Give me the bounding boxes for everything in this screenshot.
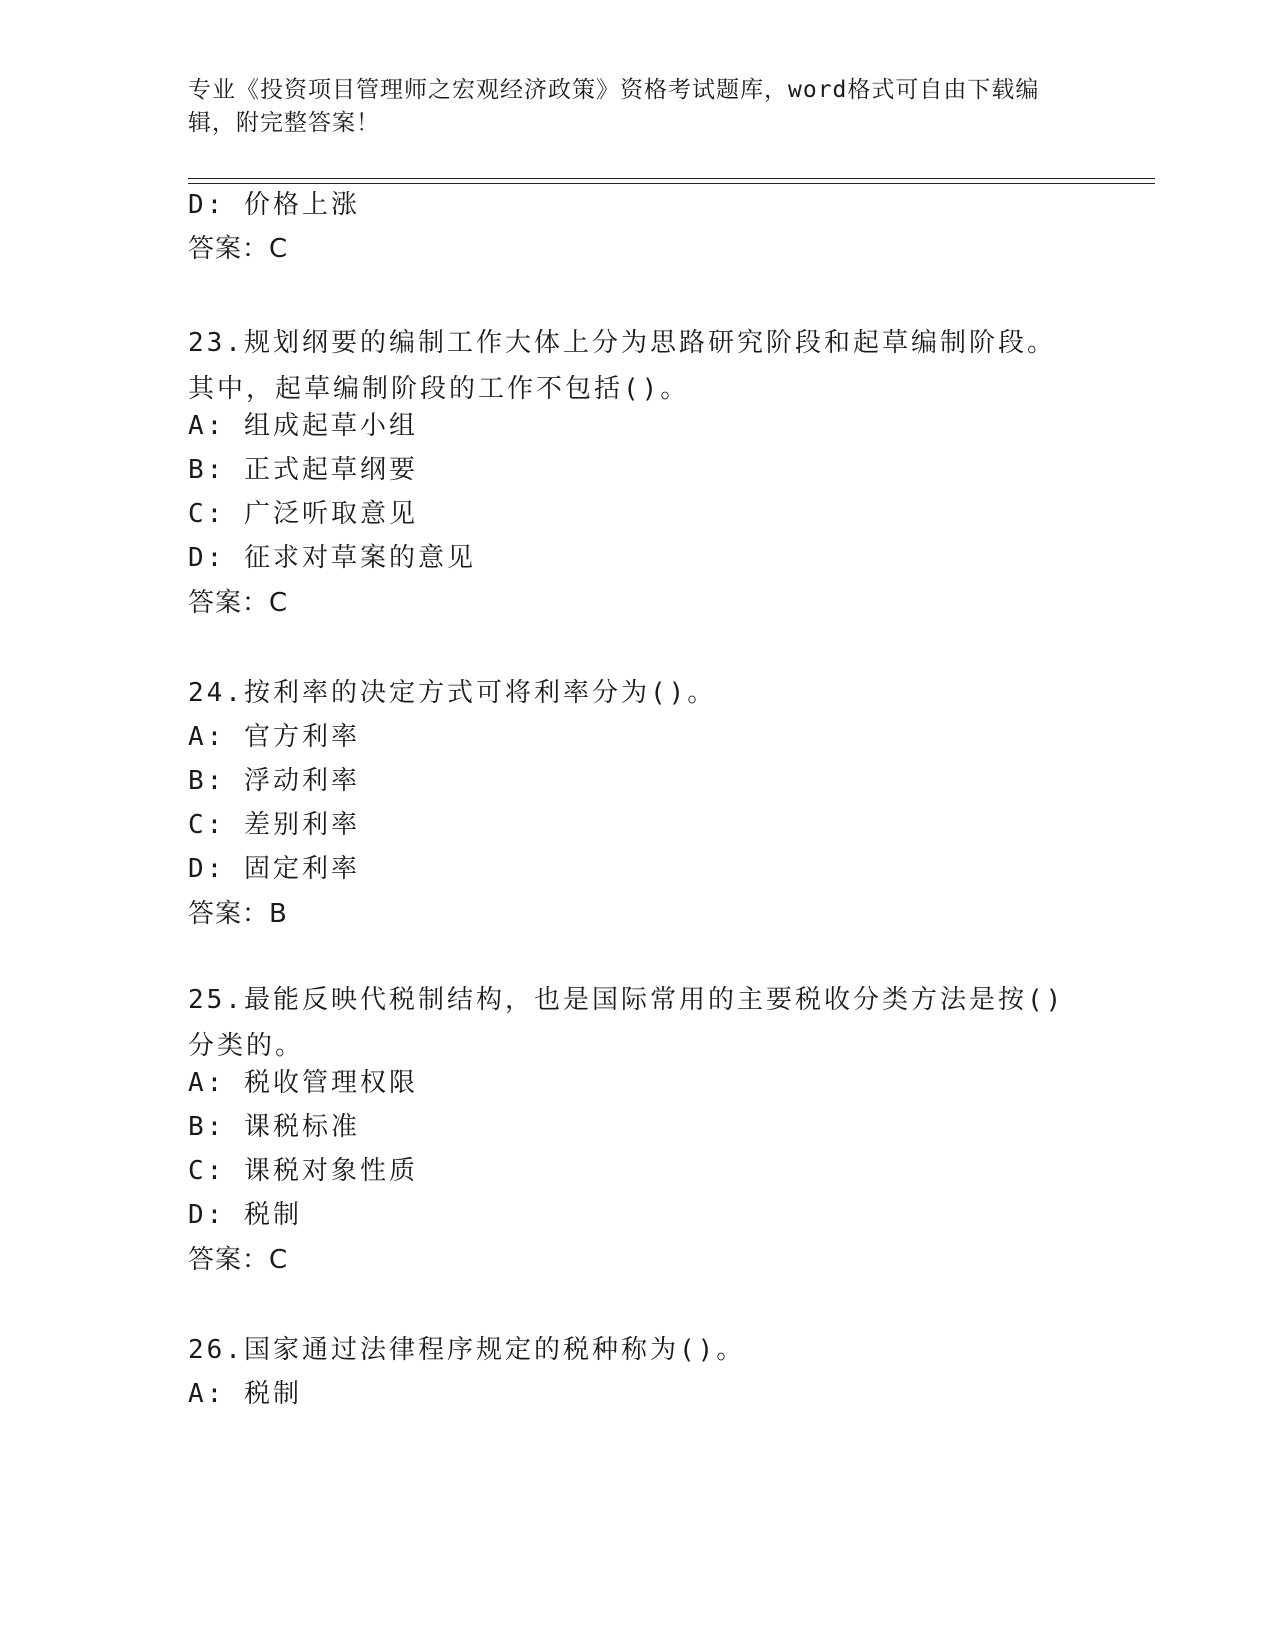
question-23-option-d: D: 征求对草案的意见: [188, 543, 476, 573]
question-24-option-c: C: 差别利率: [188, 810, 360, 840]
question-24-text: 24.按利率的决定方式可将利率分为()。: [188, 678, 717, 708]
question-23-text: 23.规划纲要的编制工作大体上分为思路研究阶段和起草编制阶段。其中，起草编制阶段的工作不包括()。: [188, 328, 1056, 404]
question-25-option-c: C: 课税对象性质: [188, 1156, 418, 1186]
question-24-answer: 答案：B: [188, 899, 288, 929]
question-26-text: 26.国家通过法律程序规定的税种称为()。: [188, 1335, 746, 1365]
question-25-option-b: B: 课税标准: [188, 1112, 360, 1142]
question-26-option-a: A: 税制: [188, 1379, 302, 1409]
question-25-option-d: D: 税制: [188, 1200, 302, 1230]
question-25-answer: 答案：C: [188, 1245, 289, 1275]
question-23-option-c: C: 广泛听取意见: [188, 499, 418, 529]
question-24-option-a: A: 官方利率: [188, 722, 360, 752]
header-divider-bottom: [188, 183, 1155, 184]
question-23-option-b: B: 正式起草纲要: [188, 455, 418, 485]
document-header: 专业《投资项目管理师之宏观经济政策》资格考试题库，word格式可自由下载编辑，附完整答案！: [188, 77, 1040, 136]
question-23-option-a: A: 组成起草小组: [188, 411, 418, 441]
question-24-option-b: B: 浮动利率: [188, 766, 360, 796]
prev-answer: 答案：C: [188, 234, 289, 264]
header-divider-top: [188, 178, 1155, 179]
question-23-answer: 答案：C: [188, 588, 289, 618]
prev-option-d: D: 价格上涨: [188, 190, 360, 220]
question-25-text: 25.最能反映代税制结构，也是国际常用的主要税收分类方法是按()分类的。: [188, 985, 1065, 1061]
question-24-option-d: D: 固定利率: [188, 854, 360, 884]
question-25-option-a: A: 税收管理权限: [188, 1068, 418, 1098]
